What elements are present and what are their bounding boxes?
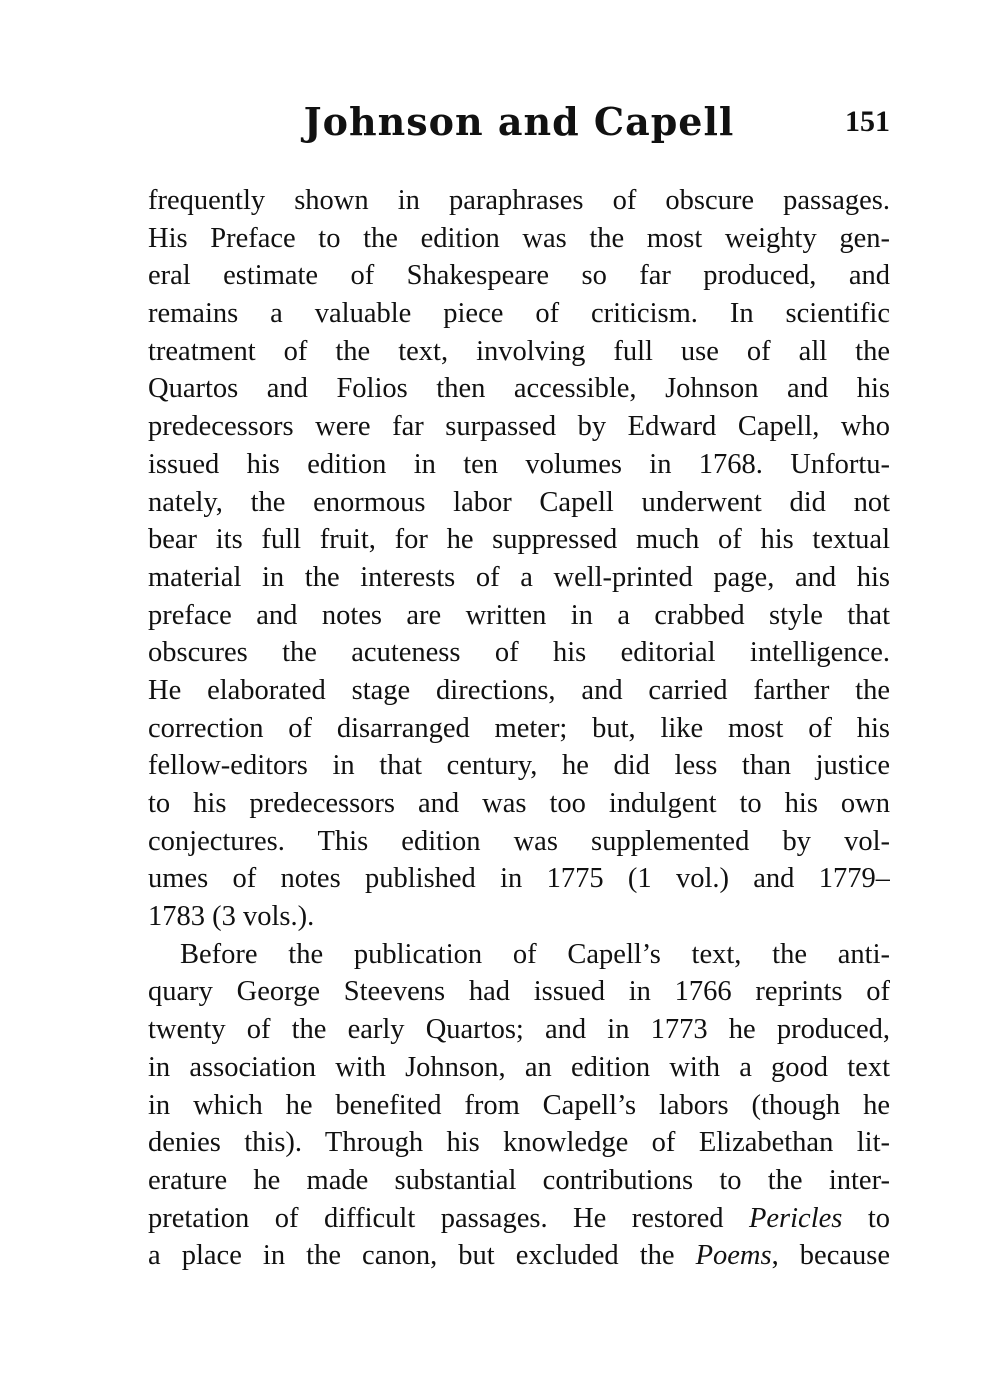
page-number: 151 — [845, 105, 890, 138]
text-line: 1783 (3 vols.). — [148, 901, 315, 933]
text-line: Quartos and Folios then accessible, Johnson and his — [148, 373, 890, 405]
italic-title: Pericles — [748, 1202, 843, 1234]
text-segment: a place in the canon, but excluded the — [148, 1240, 696, 1272]
text-line: fellow-editors in that century, he did less than justice — [148, 750, 890, 782]
text-line: umes of notes published in 1775 (1 vol.) and 1779– — [148, 863, 890, 895]
text-segment: to — [842, 1202, 890, 1234]
text-line: correction of disarranged meter; but, like most of his — [148, 712, 890, 744]
text-segment: , because — [771, 1240, 890, 1272]
text-line — [148, 1200, 890, 1238]
text-line: twenty of the early Quartos; and in 1773 he produced, — [148, 1014, 890, 1046]
page-header — [148, 92, 890, 152]
text-line — [148, 1237, 890, 1275]
text-line: predecessors were far surpassed by Edward Capell, who — [148, 411, 890, 443]
text-line: treatment of the text, involving full use of all the — [148, 335, 890, 367]
text-line: nately, the enormous labor Capell underwent did not — [148, 486, 890, 518]
text-line: material in the interests of a well-printed page, and his — [148, 561, 890, 593]
text-line: His Preface to the edition was the most weighty gen- — [148, 222, 890, 254]
text-line: remains a valuable piece of criticism. In scientific — [148, 298, 890, 330]
text-line: denies this). Through his knowledge of Elizabethan lit- — [148, 1127, 890, 1159]
text-line: eral estimate of Shakespeare so far produced, and — [148, 260, 890, 292]
text-segment: pretation of difficult passages. He restored — [148, 1202, 724, 1234]
text-line: to his predecessors and was too indulgent to his own — [148, 788, 890, 819]
text-line: erature he made substantial contributions to the inter- — [148, 1164, 890, 1196]
running-title: Johnson and Capell — [303, 99, 735, 144]
text-line: in which he benefited from Capell’s labors (though he — [148, 1089, 890, 1121]
text-line: conjectures. This edition was supplemented by vol- — [148, 825, 890, 857]
text-line: bear its full fruit, for he suppressed much of his textual — [148, 524, 890, 556]
italic-title: Poems — [695, 1240, 772, 1272]
text-line: preface and notes are written in a crabbed style that — [148, 599, 890, 631]
text-line: in association with Johnson, an edition with a good text — [148, 1051, 890, 1083]
text-line: Before the publication of Capell’s text, the anti- — [180, 938, 890, 970]
text-line: He elaborated stage directions, and carried farther the — [148, 674, 890, 706]
text-line: obscures the acuteness of his editorial intelligence. — [148, 637, 890, 669]
text-line: frequently shown in paraphrases of obscure passages. — [148, 185, 890, 216]
text-line: quary George Steevens had issued in 1766 reprints of — [148, 976, 890, 1008]
text-line: issued his edition in ten volumes in 1768. Unfortu- — [148, 448, 890, 480]
body-text — [148, 182, 890, 1275]
